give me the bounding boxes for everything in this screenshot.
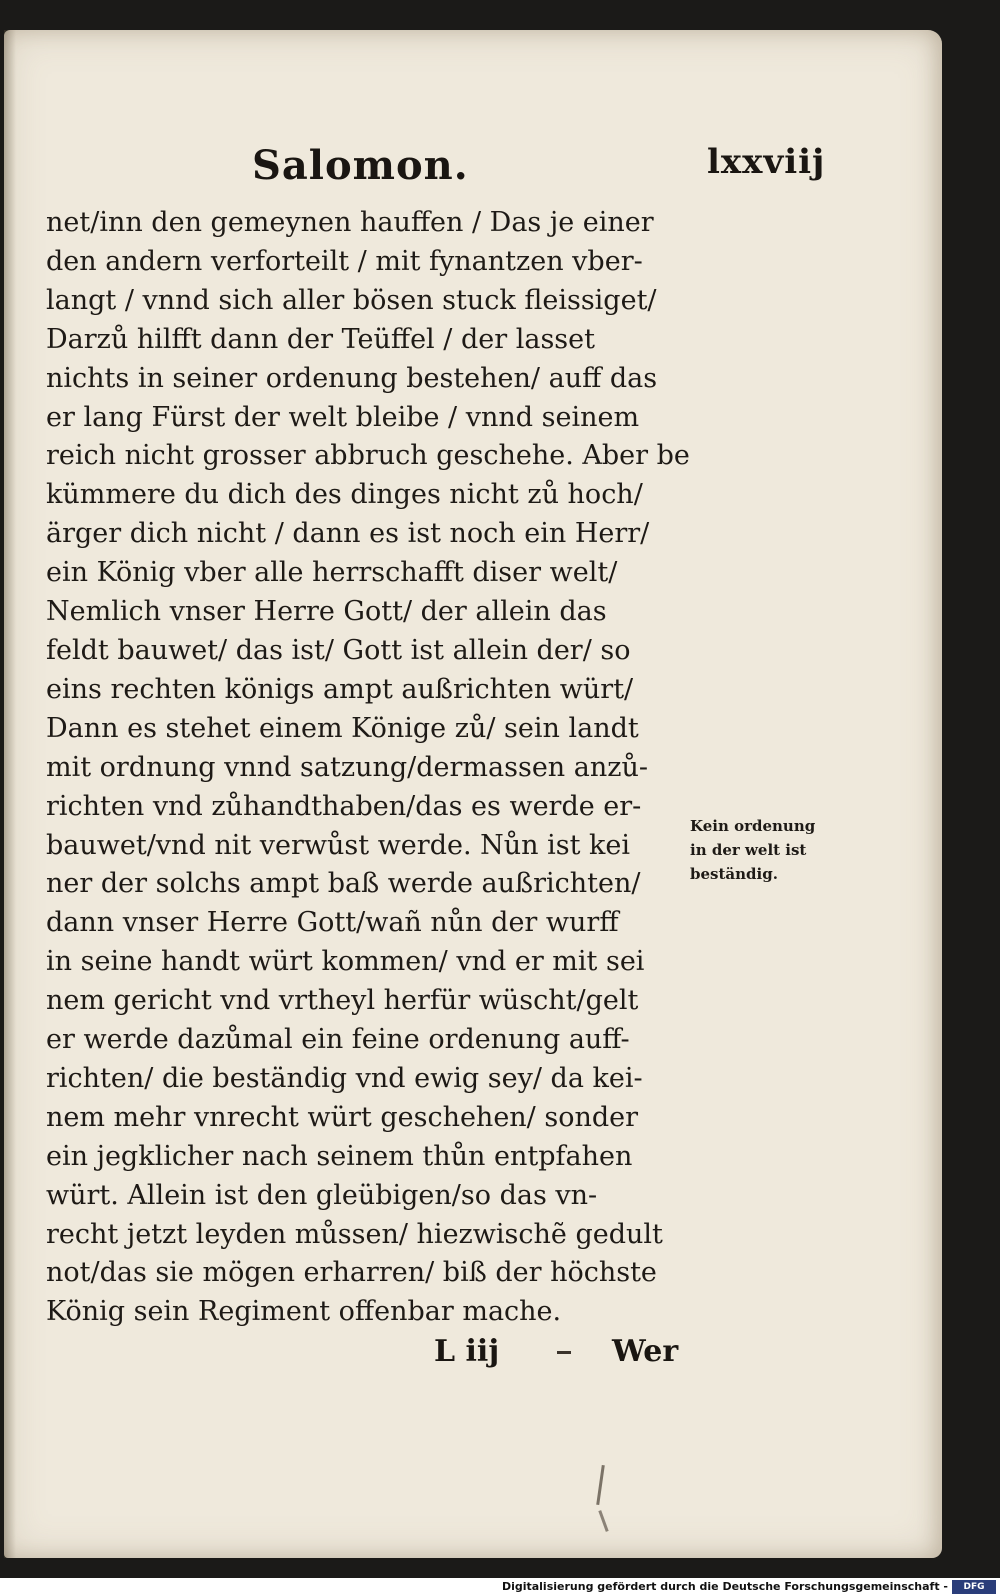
- text-line: ner der solchs ampt baß werde außrichten/: [46, 868, 641, 900]
- text-line: den andern verforteilt / mit fynantzen vber-: [46, 245, 643, 277]
- page-gutter-shadow: [4, 30, 16, 1558]
- text-line: Nemlich vnser Herre Gott/ der allein das: [46, 596, 607, 628]
- running-title: Salomon.: [252, 142, 469, 189]
- folio-number: lxxviij: [707, 142, 826, 182]
- footer-credit-text: Digitalisierung gefördert durch die Deutsche Forschungsgemeinschaft -: [501, 1580, 948, 1593]
- text-line: richten/ die beständig vnd ewig sey/ da kei-: [46, 1062, 643, 1094]
- text-line: kümmere du dich des dinges nicht zů hoch/: [46, 479, 643, 511]
- marginal-note-line: beständig.: [690, 865, 778, 883]
- text-line: eins rechten königs ampt außrichten würt/: [46, 673, 634, 705]
- marginal-note-line: in der welt ist: [690, 841, 807, 859]
- text-line: er werde dazůmal ein feine ordenung auff-: [46, 1024, 630, 1056]
- text-line: in seine handt würt kommen/ vnd er mit sei: [46, 946, 645, 978]
- marginal-note: [690, 814, 860, 886]
- text-line: Darzů hilfft dann der Teüffel / der lasset: [46, 323, 595, 355]
- marginal-note-line: Kein ordenung: [690, 817, 816, 835]
- digitization-footer: [0, 1578, 1000, 1596]
- signature-mark: L iij: [434, 1334, 500, 1369]
- text-line: richten vnd zůhandthaben/das es werde er-: [46, 790, 642, 822]
- text-line: ein jegklicher nach seinem thůn entpfahen: [46, 1140, 633, 1172]
- text-line: langt / vnnd sich aller bösen stuck fleissiget/: [46, 284, 657, 316]
- text-line: dann vnser Herre Gott/wañ nůn der wurff: [46, 907, 619, 939]
- dfg-logo: DFG: [952, 1580, 996, 1594]
- ink-stroke: [596, 1465, 605, 1505]
- book-page: [4, 30, 942, 1558]
- text-line: bauwet/vnd nit verwůst werde. Nůn ist kei: [46, 829, 631, 861]
- text-line: nichts in seiner ordenung bestehen/ auff das: [46, 362, 658, 394]
- text-line: net/inn den gemeynen hauffen / Das je einer: [46, 207, 654, 238]
- text-line: reich nicht grosser abbruch geschehe. Aber be: [46, 440, 690, 472]
- text-line: nem mehr vnrecht würt geschehen/ sonder: [46, 1101, 639, 1133]
- text-line: ärger dich nicht / dann es ist noch ein Herr/: [46, 518, 650, 550]
- text-line: würt. Allein ist den gleübigen/so das vn-: [46, 1179, 598, 1211]
- catchword: Wer: [612, 1334, 679, 1369]
- text-line: Dann es stehet einem Könige zů/ sein landt: [46, 712, 639, 744]
- text-line: König sein Regiment offenbar mache.: [46, 1296, 562, 1328]
- text-line: nem gericht vnd vrtheyl herfür wüscht/gelt: [46, 985, 639, 1017]
- text-line: ein König vber alle herrschafft diser welt/: [46, 557, 618, 589]
- ink-dash: [557, 1351, 571, 1354]
- text-line: mit ordnung vnnd satzung/dermassen anzů-: [46, 751, 648, 783]
- ink-stroke: [598, 1510, 608, 1532]
- text-line: er lang Fürst der welt bleibe / vnnd seinem: [46, 401, 640, 433]
- text-line: recht jetzt leyden můssen/ hiezwischẽ gedult: [46, 1218, 663, 1250]
- text-line: feldt bauwet/ das ist/ Gott ist allein der/ so: [46, 634, 631, 666]
- text-line: not/das sie mögen erharren/ biß der höchste: [46, 1257, 657, 1289]
- body-text: [46, 204, 690, 1332]
